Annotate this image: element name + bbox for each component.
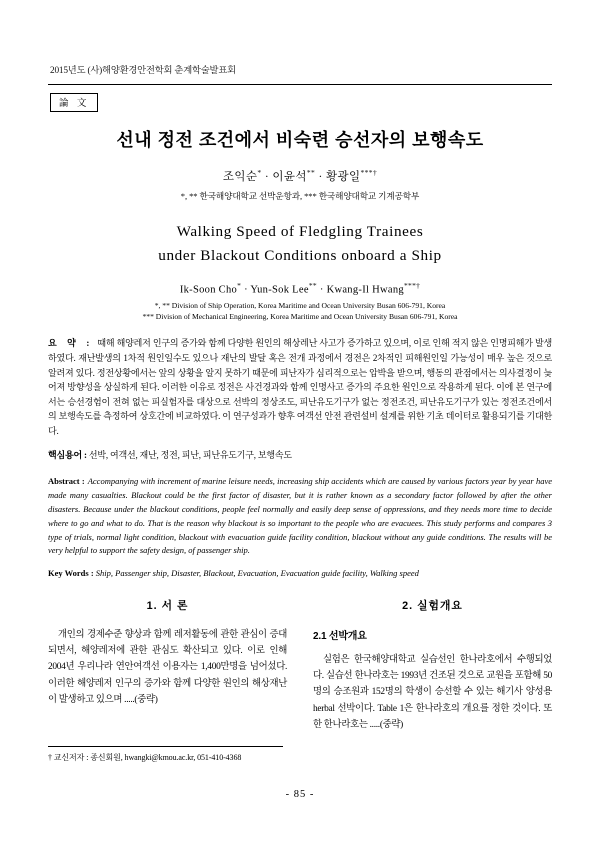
author-english-sep-1: · Yun-Sok Lee (241, 284, 309, 296)
subsection-heading-ship-outline: 2.1 선박개요 (313, 631, 367, 643)
author-english-1-sup: * (237, 281, 242, 291)
page-title-korean: 선내 정전 조건에서 비숙련 승선자의 보행속도 (116, 130, 484, 150)
keywords-korean (48, 448, 552, 461)
author-english-1: Ik-Soon Cho (179, 284, 238, 296)
keywords-english-label: Key Words : (48, 568, 94, 579)
keywords-english-value: Ship, Passenger ship, Disaster, Blackout, Evacuation, Evacuation guide facility, Walking speed (95, 568, 419, 579)
authors-english (48, 281, 552, 296)
author-korean-sep-1: · 이윤석 (261, 171, 307, 183)
page-title-english (48, 220, 552, 267)
paper-tag-wrap (48, 93, 552, 112)
authors-korean (48, 168, 552, 184)
two-column-body (48, 594, 552, 739)
footnote-text: † 교신저자 : 종신회원, hwangki@kmou.ac.kr, 051-410-4368 (48, 753, 242, 762)
page-content (48, 62, 552, 808)
paper-type-tag: 論 文 (50, 93, 98, 112)
paragraph-experiment-1: 실험은 한국해양대학교 실습선인 한나라호에서 수행되었다. 실습선 한나라호는 1993년 건조된 것으로 교원을 포함해 50명의 승조원과 152명의 학생이 승선할 수 있는 해기사 양성용 herbal 선박이다. Table 1은 한나라호의 개요를 정한 것이다. 또한 한나라호는 .....(중략) (313, 655, 552, 730)
abstract-english (48, 475, 552, 558)
column-left (48, 594, 287, 739)
footnote (48, 746, 303, 764)
author-english-sep-2: · Kwang-Il Hwang (316, 284, 404, 296)
author-english-2-sup: ** (308, 281, 317, 291)
paragraph-introduction-1: 개인의 경제수준 향상과 함께 레저활동에 관한 관심이 증대되면서, 해양레저에 관한 관심도 확산되고 있다. 이로 인해 2004년 우리나라 연안여객선 이용자는 1,400만명을 넘어섰다. 이러한 해양레저 인구의 증가와 함께 다양한 원인의 해상재난이 발생하고 있으며 .....(중략) (48, 630, 287, 705)
footnote-divider (48, 746, 283, 747)
author-korean-2-sup: ** (306, 168, 316, 178)
abstract-english-body: Accompanying with increment of marine leisure needs, increasing ship accidents which are caused by various factors year by year have made many casualties. Blackout could be the first factor of disaster, but it is rather known as a secondary factor followed by after the other disasters. Because under the blackout conditions, people feel normally and easily deep sense of oppressions, and they needs more time to decide where to go and what to do. That is the reason why blackout is so important to the people who are evacuees. This study performs and compares 3 type of trials, normal light condition, blackout with evacuation guide facility condition, blackout without any guide conditions. The results will be very helpful to support the safety design, of passenger ship. (48, 476, 553, 556)
author-korean-sep-2: · 황광일 (315, 171, 361, 183)
abstract-korean (48, 336, 552, 438)
keywords-korean-value: 선박, 여객선, 재난, 정전, 피난, 피난유도기구, 보행속도 (88, 450, 292, 461)
abstract-english-label: Abstract : (48, 476, 85, 487)
header-divider (48, 84, 552, 85)
affiliation-korean: *, ** 한국해양대학교 선박운항과, *** 한국해양대학교 기계공학부 (180, 191, 420, 201)
author-korean-1-sup: * (257, 168, 262, 178)
author-korean-3-sup: ***† (360, 168, 378, 178)
author-english-3-sup: ***† (403, 281, 421, 291)
abstract-korean-body: 때해 해양레저 인구의 증가와 함께 다양한 원인의 해상레난 사고가 증가하고 있으며, 이로 인해 적지 않은 인명피해가 발생하였다. 재난발생의 1차적 원인일수도 있으나 재난의 발달 혹은 전개 과정에서 경전은 2차적인 피해원인일 가능성이 매우 높은 것으로 알려져 있다. 정전상황에서는 앞의 상황을 알지 못하기 때문에 피난자가 심리적으로는 압박을 받으며, 행동의 관점에서는 의사결정이 늦어져 방향성을 상실하게 된다. 이러한 이유로 정전은 사건경과와 함께 인명사고 증가의 주요한 원인으로 작용하게 된다. 이에 본 연구에서는 승선경험이 전혀 없는 피실험자를 대상으로 선박의 정상조도, 피난유도기구가 없는 정전조건, 피난유도기구가 있는 정전조건에서의 보행속도를 측정하여 상호간에 비교하였다. 이 연구성과가 향후 여객선 안전 관련설비 설계를 위한 기초 데이터로 활용되기를 기대한다. (48, 338, 553, 436)
page-title-english-line2: under Blackout Conditions onboard a Ship (158, 246, 442, 264)
keywords-korean-label: 핵심용어 : (48, 450, 87, 461)
author-korean-1: 조익순 (222, 171, 258, 183)
column-right (313, 594, 552, 739)
section-heading-experiment: 2. 실험개요 (402, 600, 463, 613)
affiliation-english-line1: *, ** Division of Ship Operation, Korea Maritime and Ocean University Busan 606-791, Korea (154, 300, 446, 310)
page-number: - 85 - (285, 789, 315, 800)
keywords-english (48, 568, 552, 578)
section-heading-introduction: 1. 서 론 (146, 600, 189, 613)
journal-header-line: 2015년도 (사)해양환경안전학회 춘계학술발표회 (50, 66, 236, 76)
affiliation-english-line2: *** Division of Mechanical Engineering, Korea Maritime and Ocean University Busan 606-791, Korea (142, 312, 458, 322)
page-title-english-line1: Walking Speed of Fledgling Trainees (176, 223, 424, 240)
affiliation-english (48, 300, 552, 323)
abstract-korean-label: 요 약 : (48, 338, 94, 349)
